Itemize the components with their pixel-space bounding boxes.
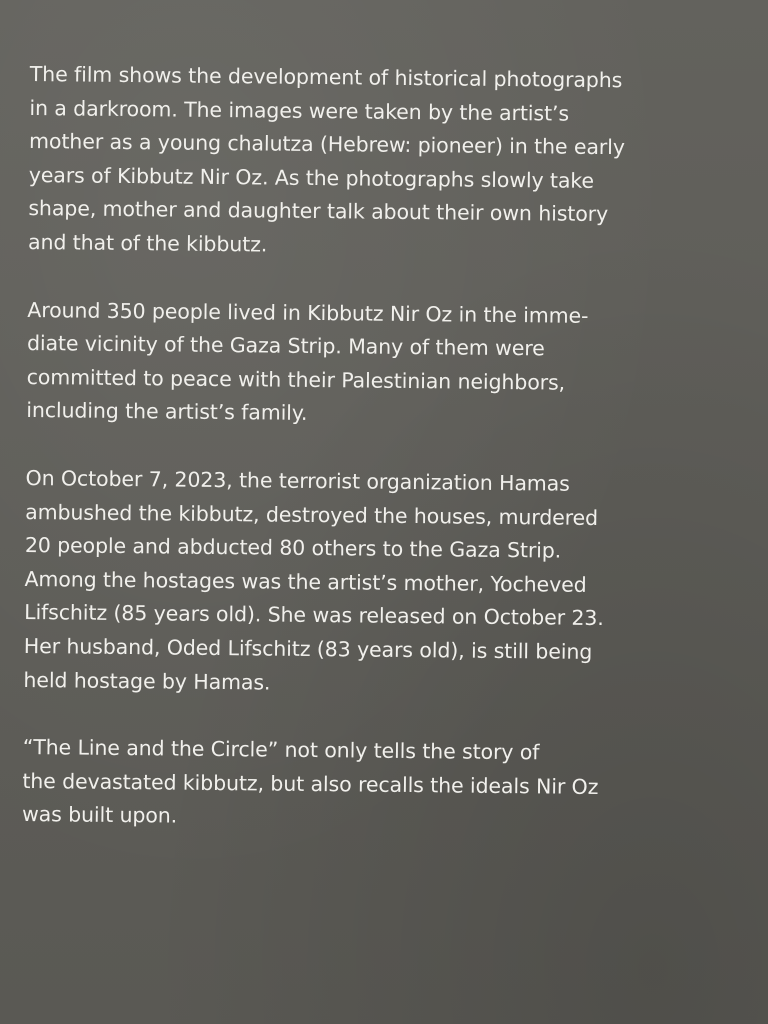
text-line: shape, mother and daughter talk about their own history [28,196,609,227]
text-line: ambushed the kibbutz, destroyed the houses, murdered [25,499,599,530]
paragraph-film-description [28,58,710,267]
text-line: held hostage by Hamas. [23,667,271,695]
text-line: and that of the kibbutz. [27,229,268,257]
text-line: including the artist’s family. [26,398,308,426]
paragraph-film-title [22,731,703,839]
text-line: was built upon. [21,802,178,828]
text-line: The film shows the development of historical photographs [29,61,623,93]
text-line: Lifschitz (85 years old). She was released on October 23. [24,600,604,631]
text-line: 20 people and abducted 80 others to the Gaza Strip. [24,533,562,563]
text-line: On October 7, 2023, the terrorist organization Hamas [25,465,570,496]
text-line: years of Kibbutz Nir Oz. As the photographs slowly take [28,162,595,193]
text-line: committed to peace with their Palestinian neighbors, [26,364,566,395]
text-line: Her husband, Oded Lifschitz (83 years old), is still being [23,633,593,664]
text-line: the devastated kibbutz, but also recalls the ideals Nir Oz [22,768,599,799]
text-line: diate vicinity of the Gaza Strip. Many of them were [26,331,545,361]
text-line: “The Line and the Circle” not only tells the story of [22,735,540,765]
text-line: Among the hostages was the artist’s mother, Yocheved [24,566,587,597]
wall-text [22,58,710,873]
text-line: mother as a young chalutza (Hebrew: pioneer) in the early [29,129,625,160]
paragraph-kibbutz-background [26,294,707,435]
paragraph-october-7 [23,462,705,704]
text-line: in a darkroom. The images were taken by the artist’s [29,95,570,126]
text-line: Around 350 people lived in Kibbutz Nir Oz in the imme- [27,297,589,328]
